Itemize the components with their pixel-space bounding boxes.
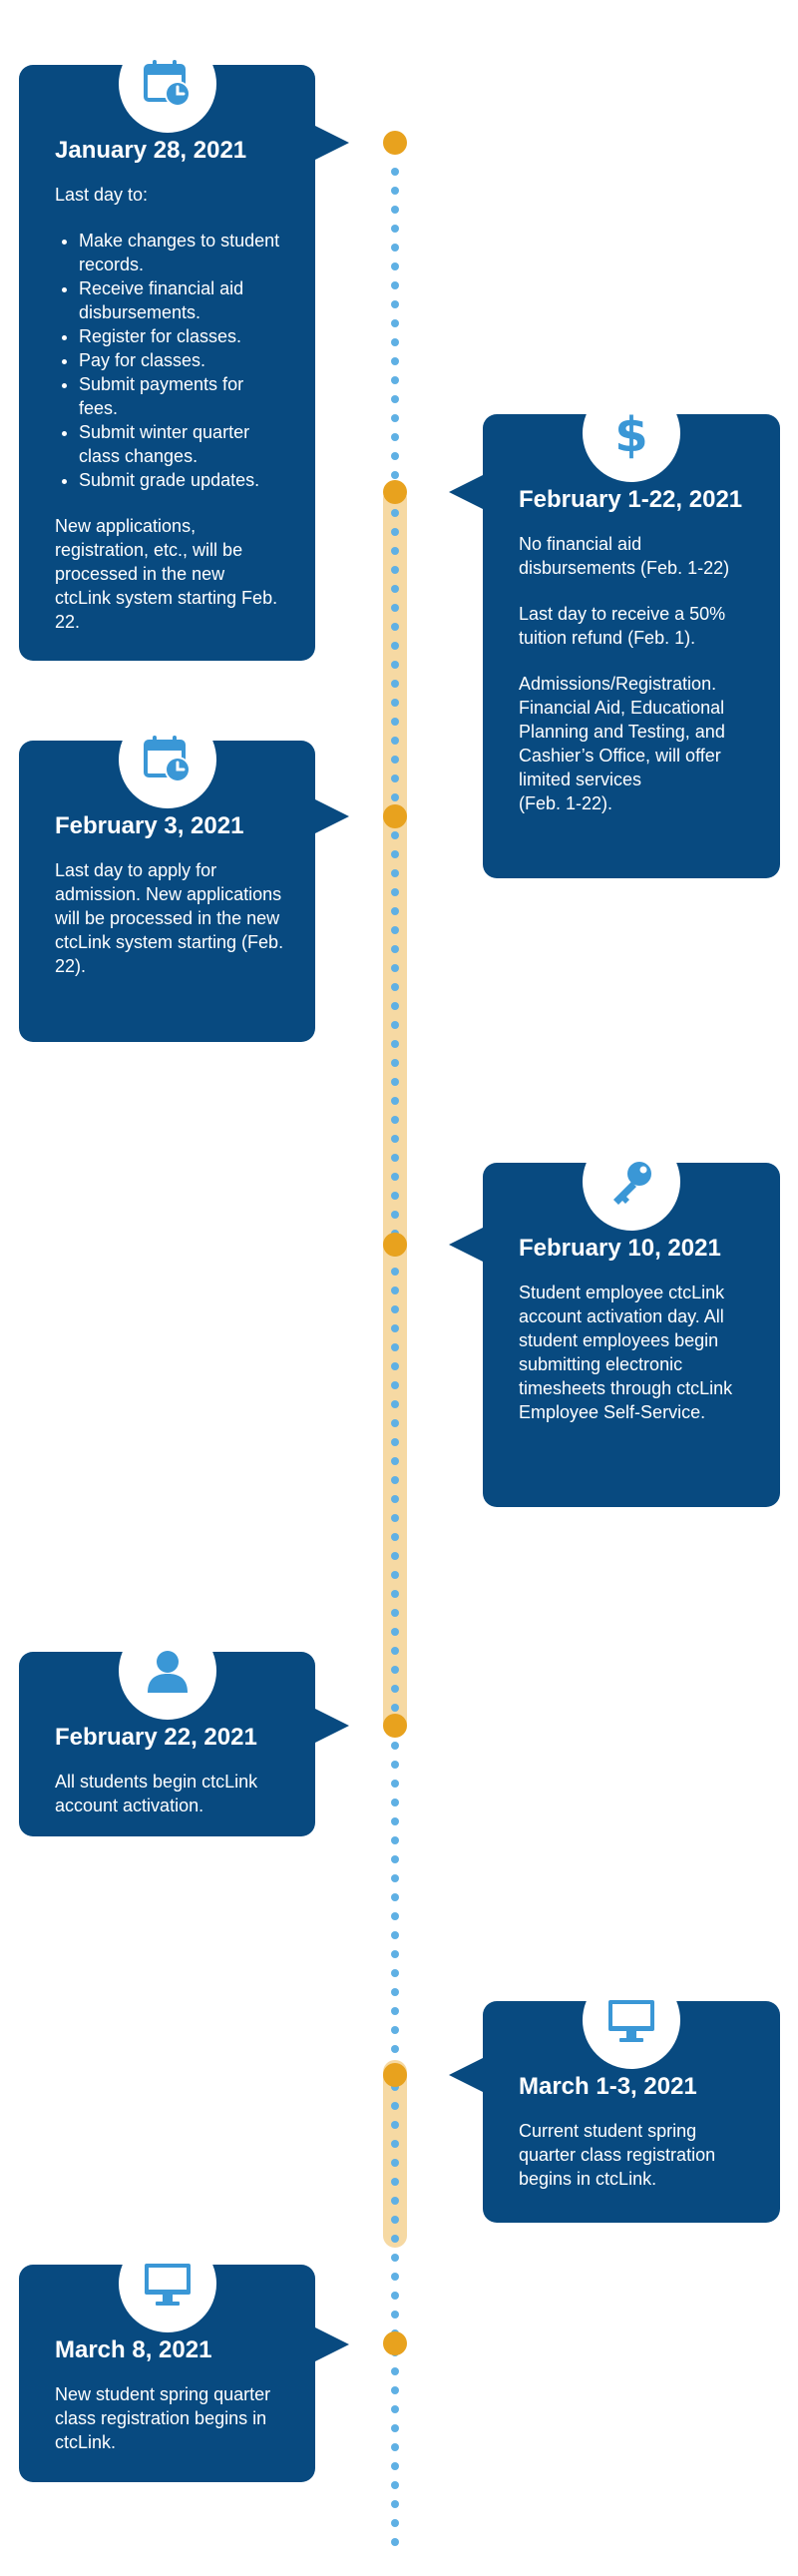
axis-dot <box>391 1154 399 1162</box>
card-pointer <box>449 474 485 510</box>
axis-dot <box>391 831 399 839</box>
axis-dot <box>391 1514 399 1522</box>
axis-dot <box>391 2007 399 2015</box>
axis-dot <box>391 1021 399 1029</box>
milestone-dot-mar-8 <box>383 2331 407 2355</box>
event-bullet: • Submit payments for fees. <box>79 372 285 420</box>
axis-dot <box>391 2273 399 2281</box>
axis-dot <box>391 1761 399 1769</box>
axis-dot <box>391 2140 399 2148</box>
icon-badge <box>583 1971 680 2069</box>
axis-dot <box>391 1704 399 1712</box>
axis-dot <box>391 1343 399 1351</box>
axis-dot <box>391 168 399 176</box>
milestone-dot-feb-1 <box>383 480 407 504</box>
axis-dot <box>391 1097 399 1105</box>
axis-dot <box>391 471 399 479</box>
milestone-dot-feb-3 <box>383 804 407 828</box>
axis-dot <box>391 1685 399 1693</box>
axis-dot <box>391 2235 399 2243</box>
event-date: January 28, 2021 <box>55 137 247 164</box>
user-icon <box>142 1645 194 1697</box>
axis-dot <box>391 1988 399 1996</box>
event-bullet: • Pay for classes. <box>79 348 285 372</box>
axis-dot <box>391 2216 399 2224</box>
event-paragraph: Last day to apply for admission. New applications will be processed in the new ctcLink system starting (Feb. 22). <box>55 860 284 976</box>
axis-dot <box>391 2121 399 2129</box>
axis-dot <box>391 1893 399 1901</box>
icon-badge <box>119 2235 216 2332</box>
event-paragraph: Current student spring quarter class registration begins in ctcLink. <box>519 2121 716 2189</box>
axis-dot <box>391 2102 399 2110</box>
axis-dot <box>391 319 399 327</box>
axis-dot <box>391 1116 399 1124</box>
axis-dot <box>391 2405 399 2413</box>
range-band-feb-1-22 <box>383 487 407 1735</box>
icon-badge <box>119 711 216 808</box>
axis-dot <box>391 756 399 764</box>
axis-dot <box>391 1609 399 1617</box>
axis-dot <box>391 1476 399 1484</box>
axis-dot <box>391 2424 399 2432</box>
event-card-feb-1-22 <box>483 407 780 878</box>
event-date: February 3, 2021 <box>55 812 244 839</box>
axis-dot <box>391 1040 399 1048</box>
axis-dot <box>391 452 399 460</box>
axis-dot <box>391 262 399 270</box>
axis-dot <box>391 1571 399 1579</box>
card-pointer <box>449 2057 485 2093</box>
icon-badge <box>119 35 216 133</box>
svg-text:$: $ <box>614 407 648 459</box>
event-date: February 22, 2021 <box>55 1724 257 1751</box>
axis-dot <box>391 623 399 631</box>
event-card-mar-1-3 <box>483 2001 780 2223</box>
axis-dot <box>391 187 399 195</box>
axis-dot <box>391 1931 399 1939</box>
axis-dot <box>391 414 399 422</box>
axis-dot <box>391 509 399 517</box>
axis-dot <box>391 2178 399 2186</box>
axis-dot <box>391 2462 399 2470</box>
axis-dot <box>391 1457 399 1465</box>
axis-dot <box>391 433 399 441</box>
axis-dot <box>391 793 399 801</box>
event-card-jan-28 <box>19 65 315 661</box>
axis-dot <box>391 1438 399 1446</box>
axis-dot <box>391 206 399 214</box>
axis-dot <box>391 395 399 403</box>
axis-dot <box>391 225 399 233</box>
card-pointer <box>313 125 349 161</box>
monitor-icon <box>605 1994 657 2046</box>
axis-dot <box>391 604 399 612</box>
event-date: February 10, 2021 <box>519 1235 721 1262</box>
milestone-dot-mar-1 <box>383 2063 407 2087</box>
event-bullet: • Submit grade updates. <box>79 468 285 492</box>
axis-dot <box>391 1381 399 1389</box>
axis-dot <box>391 1533 399 1541</box>
icon-badge <box>583 384 680 482</box>
event-paragraph: All students begin ctcLink account activation. <box>55 1772 258 1815</box>
card-pointer <box>313 798 349 834</box>
axis-dot <box>391 2443 399 2451</box>
event-paragraph: Student employee ctcLink account activation day. All student employees begin submitting electronic timesheets through ctcLink Employee Self-Service. <box>519 1283 733 1422</box>
axis-dot <box>391 642 399 650</box>
event-date: February 1-22, 2021 <box>519 486 743 513</box>
axis-dot <box>391 926 399 934</box>
axis-dot <box>391 2538 399 2546</box>
card-pointer <box>313 1708 349 1744</box>
event-date: March 8, 2021 <box>55 2336 212 2363</box>
event-paragraph: Last day to receive a 50% tuition refund (Feb. 1). <box>519 604 726 648</box>
event-paragraph: (Feb. 1-22). <box>519 793 613 813</box>
axis-dot <box>391 1268 399 1276</box>
event-bullet: • Submit winter quarter class changes. <box>79 420 285 468</box>
axis-dot <box>391 338 399 346</box>
monitor-icon <box>142 2258 194 2310</box>
event-intro: Last day to: <box>55 185 149 205</box>
axis-dot <box>391 850 399 858</box>
axis-dot <box>391 1666 399 1674</box>
axis-dot <box>391 2500 399 2508</box>
axis-dot <box>391 2292 399 2300</box>
axis-dot <box>391 2026 399 2034</box>
axis-dot <box>391 2519 399 2527</box>
event-paragraph: Admissions/Registration. Financial Aid, Educational Planning and Testing, and Cashier’s Office, will offer limited services <box>519 674 725 789</box>
axis-dot <box>391 1855 399 1863</box>
axis-dot <box>391 1362 399 1370</box>
axis-dot <box>391 2311 399 2318</box>
axis-dot <box>391 1874 399 1882</box>
axis-dot <box>391 1287 399 1294</box>
axis-dot <box>391 1552 399 1560</box>
axis-dot <box>391 244 399 252</box>
milestone-dot-feb-10 <box>383 1233 407 1257</box>
axis-dot <box>391 2386 399 2394</box>
axis-dot <box>391 945 399 953</box>
axis-dot <box>391 1780 399 1788</box>
card-pointer <box>313 2326 349 2362</box>
axis-dot <box>391 983 399 991</box>
axis-dot <box>391 888 399 896</box>
event-date: March 1-3, 2021 <box>519 2073 697 2100</box>
event-paragraph: New student spring quarter class registration begins in ctcLink. <box>55 2384 271 2452</box>
axis-dot <box>391 1836 399 1844</box>
event-bullet-list <box>55 229 285 492</box>
axis-dot <box>391 718 399 726</box>
event-note: New applications, registration, etc., will be processed in the new ctcLink system starting Feb. 22. <box>55 516 278 632</box>
icon-badge <box>119 1622 216 1720</box>
axis-dot <box>391 566 399 574</box>
axis-dot <box>391 1002 399 1010</box>
axis-dot <box>391 1969 399 1977</box>
axis-dot <box>391 300 399 308</box>
axis-dot <box>391 1211 399 1219</box>
axis-dot <box>391 1192 399 1200</box>
event-bullet: • Receive financial aid disbursements. <box>79 276 285 324</box>
event-bullet: • Make changes to student records. <box>79 229 285 276</box>
event-paragraph: No financial aid disbursements (Feb. 1-22) <box>519 534 730 578</box>
icon-badge <box>583 1133 680 1231</box>
axis-dot <box>391 2197 399 2205</box>
axis-dot <box>391 281 399 289</box>
event-card-feb-10 <box>483 1163 780 1507</box>
calendar-clock-icon <box>142 734 194 785</box>
axis-dot <box>391 547 399 555</box>
calendar-clock-icon <box>142 58 194 110</box>
axis-dot <box>391 737 399 745</box>
axis-dot <box>391 1078 399 1086</box>
card-pointer <box>449 1227 485 1263</box>
event-bullet: • Register for classes. <box>79 324 285 348</box>
dollar-icon <box>605 407 657 459</box>
axis-dot <box>391 1173 399 1181</box>
axis-dot <box>391 528 399 536</box>
axis-dot <box>391 376 399 384</box>
axis-dot <box>391 907 399 915</box>
event-card-feb-22 <box>19 1652 315 1836</box>
axis-dot <box>391 1817 399 1825</box>
event-card-feb-3 <box>19 741 315 1042</box>
axis-dot <box>391 964 399 972</box>
event-card-mar-8 <box>19 2265 315 2482</box>
milestone-dot-feb-22 <box>383 1714 407 1738</box>
axis-dot <box>391 1799 399 1806</box>
axis-dot <box>391 2481 399 2489</box>
milestone-dot-jan-28 <box>383 131 407 155</box>
axis-dot <box>391 1950 399 1958</box>
axis-dot <box>391 1324 399 1332</box>
axis-dot <box>391 1400 399 1408</box>
axis-dot <box>391 1742 399 1750</box>
axis-dot <box>391 774 399 782</box>
axis-dot <box>391 1419 399 1427</box>
key-icon <box>605 1156 657 1208</box>
axis-dot <box>391 1912 399 1920</box>
axis-dot <box>391 1495 399 1503</box>
axis-dot <box>391 2045 399 2053</box>
axis-dot <box>391 357 399 365</box>
axis-dot <box>391 1059 399 1067</box>
axis-dot <box>391 1590 399 1598</box>
axis-dot <box>391 585 399 593</box>
axis-dot <box>391 1628 399 1636</box>
axis-dot <box>391 2159 399 2167</box>
axis-dot <box>391 1305 399 1313</box>
axis-dot <box>391 1647 399 1655</box>
axis-dot <box>391 680 399 688</box>
axis-dot <box>391 2254 399 2262</box>
axis-dot <box>391 1135 399 1143</box>
axis-dot <box>391 2367 399 2375</box>
axis-dot <box>391 699 399 707</box>
axis-dot <box>391 661 399 669</box>
axis-dot <box>391 869 399 877</box>
